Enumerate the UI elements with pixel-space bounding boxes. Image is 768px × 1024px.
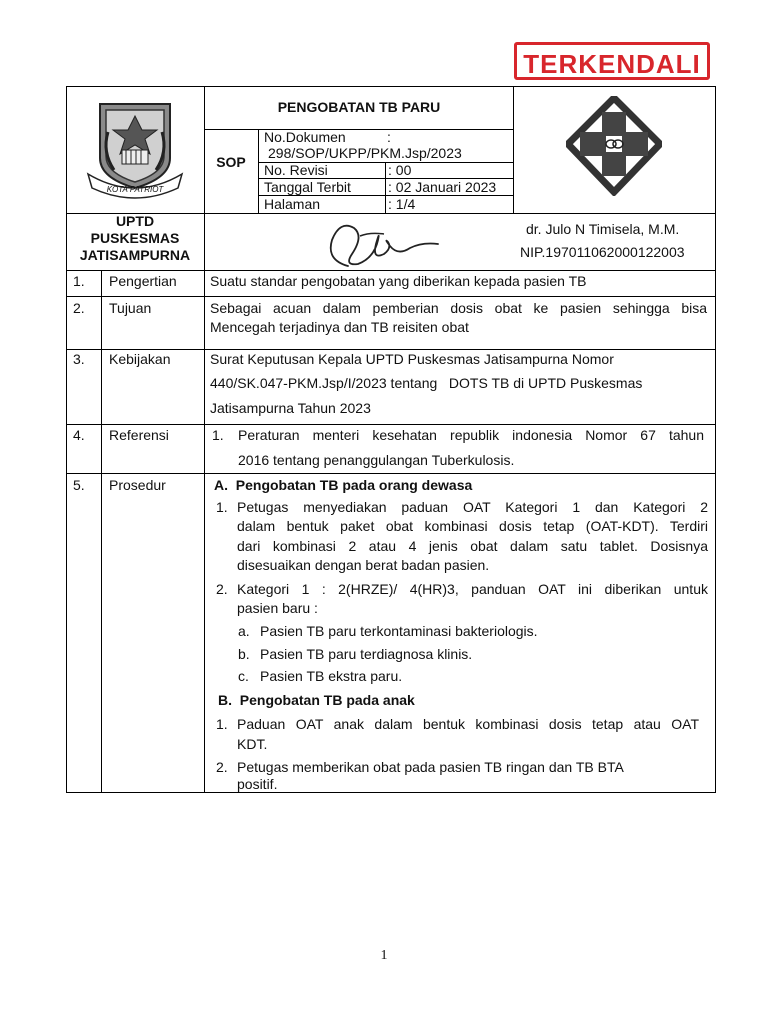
referensi-text-line: Peraturan menteri kesehatan republik indonesia Nomor 67 tahun [238, 427, 704, 443]
procedure-text-line: KDT. [237, 736, 268, 752]
revision-value: : 00 [388, 162, 412, 178]
org-line-2: PUSKESMAS [90, 230, 180, 246]
row-number: 5. [73, 477, 85, 493]
procedure-text-line: dari kombinasi 2 atau 4 jenis obat dalam satu tablet. Dosisnya [237, 538, 708, 554]
document-title: PENGOBATAN TB PARU [277, 99, 441, 115]
sub-list-item: Pasien TB paru terkontaminasi bakteriologis. [260, 623, 538, 639]
referensi-text-line: 2016 tentang penanggulangan Tuberkulosis. [238, 452, 515, 468]
sub-list-letter: b. [238, 646, 250, 662]
list-number: 1. [216, 716, 228, 732]
row-number: 3. [73, 351, 85, 367]
section-b-heading: B. Pengobatan TB pada anak [218, 692, 415, 708]
kebijakan-text-line: Jatisampurna Tahun 2023 [210, 400, 371, 416]
tujuan-text-line: Mencegah terjadinya dan TB reisiten obat [210, 319, 469, 335]
signature [318, 214, 448, 279]
list-number: 1. [212, 427, 224, 443]
procedure-text-line: Petugas memberikan obat pada pasien TB ringan dan TB BTA [237, 759, 624, 775]
sop-label: SOP [216, 154, 246, 170]
row-label-kebijakan: Kebijakan [109, 351, 171, 367]
row-label-prosedur: Prosedur [109, 477, 166, 493]
row-number: 1. [73, 273, 85, 289]
revision-label: No. Revisi [264, 162, 328, 178]
doc-number-label: No.Dokumen [264, 129, 346, 145]
doc-number-colon: : [387, 129, 391, 145]
kebijakan-text-line: 440/SK.047-PKM.Jsp/I/2023 tentang DOTS TB di UPTD Puskesmas [210, 375, 643, 391]
puskesmas-logo [566, 96, 662, 201]
procedure-text-line: disesuaikan dengan berat badan pasien. [237, 557, 490, 573]
row-number: 2. [73, 300, 85, 316]
section-a-heading: A. Pengobatan TB pada orang dewasa [214, 477, 473, 493]
row-number: 4. [73, 427, 85, 443]
procedure-text-line: positif. [237, 776, 278, 792]
kebijakan-text-line: Surat Keputusan Kepala UPTD Puskesmas Jatisampurna Nomor [210, 351, 614, 367]
terkendali-stamp: TERKENDALI [514, 42, 710, 80]
row-label-tujuan: Tujuan [109, 300, 152, 316]
list-number: 2. [216, 759, 228, 775]
procedure-text-line: Kategori 1 : 2(HRZE)/ 4(HR)3, panduan OAT ini diberikan untuk [237, 581, 708, 597]
issue-date-label: Tanggal Terbit [264, 179, 351, 195]
procedure-text-line: Paduan OAT anak dalam bentuk kombinasi dosis tetap atau OAT [237, 716, 699, 732]
signer-name: dr. Julo N Timisela, M.M. [526, 221, 680, 237]
sub-list-letter: a. [238, 623, 250, 639]
logo-caption: KOTA PATRIOT [106, 185, 164, 194]
sub-list-item: Pasien TB paru terdiagnosa klinis. [260, 646, 473, 662]
page-value: : 1/4 [388, 196, 416, 212]
kota-patriot-logo [84, 96, 186, 205]
list-number: 2. [216, 581, 228, 597]
org-line-1: UPTD [115, 213, 155, 229]
org-line-3: JATISAMPURNA [79, 247, 191, 263]
pengertian-text: Suatu standar pengobatan yang diberikan kepada pasien TB [210, 273, 587, 289]
procedure-text-line: pasien baru : [237, 600, 318, 616]
tujuan-text-line: Sebagai acuan dalam pemberian dosis obat ke pasien sehingga bisa [210, 300, 707, 316]
row-label-pengertian: Pengertian [109, 273, 177, 289]
signer-nip: NIP.197011062000122003 [520, 244, 685, 260]
doc-number-value: 298/SOP/UKPP/PKM.Jsp/2023 [268, 145, 462, 161]
sub-list-letter: c. [238, 668, 249, 684]
list-number: 1. [216, 499, 228, 515]
page-label: Halaman [264, 196, 321, 212]
page-number: 1 [380, 948, 388, 963]
row-label-referensi: Referensi [109, 427, 169, 443]
procedure-text-line: dalam bentuk paket obat kombinasi dosis tetap (OAT-KDT). Terdiri [237, 518, 708, 534]
procedure-text-line: Petugas menyediakan paduan OAT Kategori 1 dan Kategori 2 [237, 499, 708, 515]
issue-date-value: : 02 Januari 2023 [388, 179, 497, 195]
sub-list-item: Pasien TB ekstra paru. [260, 668, 403, 684]
